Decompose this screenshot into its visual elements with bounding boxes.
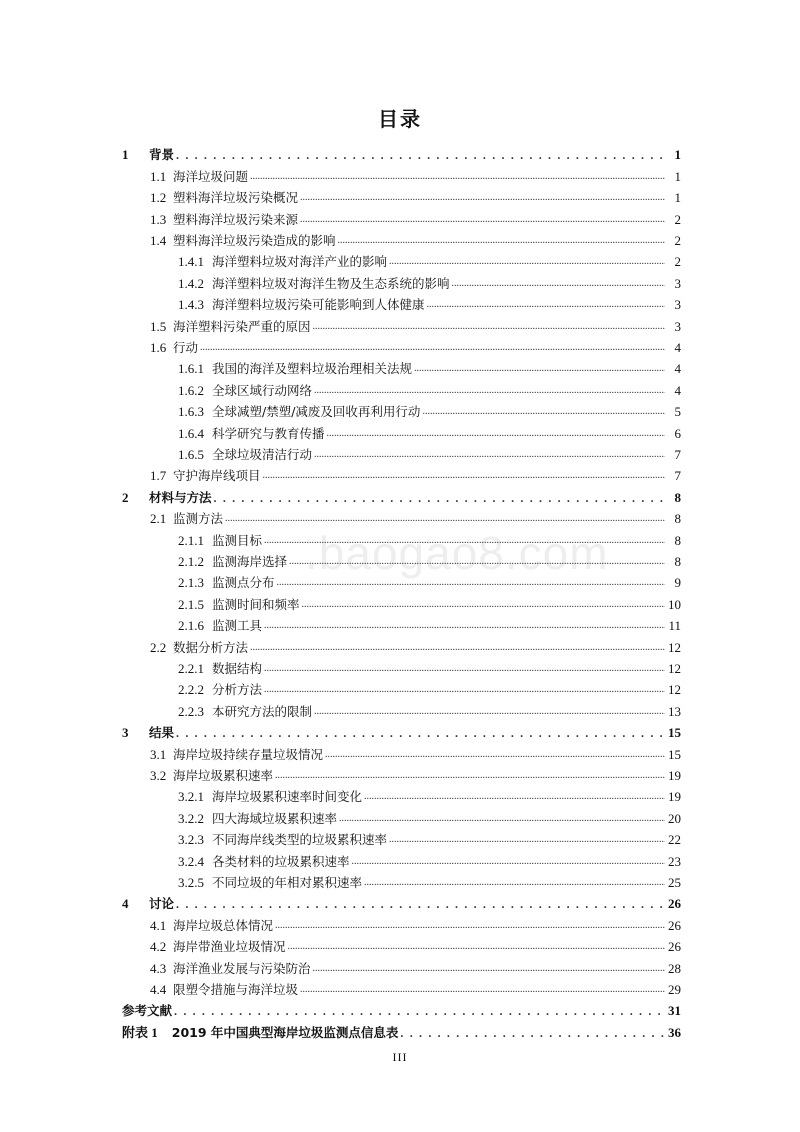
toc-entry-page: 8 — [674, 532, 681, 548]
page-number-footer: III — [392, 1050, 408, 1064]
toc-entry[interactable] — [178, 613, 681, 634]
toc-entry-number: 2.2.2 — [178, 682, 204, 698]
toc-entry[interactable] — [122, 484, 681, 505]
toc-entry-number: 1.3 — [150, 211, 167, 227]
toc-entry-number: 1.6.1 — [178, 361, 204, 377]
toc-entry-page: 19 — [668, 767, 681, 783]
toc-entry[interactable] — [178, 805, 681, 826]
toc-entry-label: 海洋塑料垃圾对海洋产业的影响 — [212, 254, 388, 270]
toc-entry-page: 2 — [674, 232, 681, 248]
toc-entry-page: 5 — [674, 404, 681, 420]
toc-entry[interactable] — [178, 827, 681, 848]
toc-entry[interactable] — [178, 784, 681, 805]
toc-entry-page: 26 — [668, 939, 681, 955]
toc-entry-page: 28 — [668, 960, 681, 976]
toc-leader-dots — [338, 233, 665, 249]
toc-leader-dots — [275, 918, 665, 934]
toc-entry-page: 36 — [668, 1024, 681, 1040]
toc-entry-number: 1.6.2 — [178, 382, 204, 398]
toc-leader-dots — [275, 768, 665, 784]
toc-entry[interactable] — [178, 399, 681, 420]
toc-entry-label: 海洋垃圾问题 — [173, 168, 249, 184]
toc-entry[interactable] — [150, 506, 681, 527]
toc-entry-label: 限塑令措施与海洋垃圾 — [173, 981, 299, 997]
toc-leader-dots — [263, 468, 665, 484]
toc-entry-number: 1.4.2 — [178, 275, 204, 291]
toc-entry-label: 分析方法 — [212, 682, 263, 698]
toc-entry-page: 26 — [668, 917, 681, 933]
toc-entry-number: 1.7 — [150, 468, 167, 484]
toc-entry-page: 1 — [674, 147, 681, 163]
toc-leader-dots — [389, 254, 665, 270]
toc-entry-number: 4.1 — [150, 917, 167, 933]
toc-entry[interactable] — [122, 998, 681, 1019]
toc-entry-page: 26 — [668, 896, 681, 912]
toc-entry-label: 海洋塑料垃圾污染可能影响到人体健康 — [212, 297, 425, 313]
toc-leader-dots — [264, 618, 665, 634]
toc-entry-label: 监测海岸选择 — [212, 553, 288, 569]
toc-entry-page: 2 — [674, 211, 681, 227]
toc-entry-number: 3 — [122, 725, 129, 741]
toc-entry-number: 4.3 — [150, 960, 167, 976]
toc-leader-dots — [414, 361, 665, 377]
toc-entry-number: 1.6.5 — [178, 446, 204, 462]
toc-entry-page: 23 — [668, 853, 681, 869]
toc-entry-label: 海岸垃圾累积速率时间变化 — [212, 789, 363, 805]
toc-entry[interactable] — [178, 356, 681, 377]
toc-entry[interactable] — [150, 763, 681, 784]
toc-entry-page: 12 — [668, 639, 681, 655]
toc-entry-label: 海洋渔业发展与污染防治 — [173, 960, 311, 976]
toc-entry-label: 塑料海洋垃圾污染概况 — [173, 190, 299, 206]
toc-entry-label: 背景 — [149, 147, 175, 163]
toc-leader-dots — [364, 875, 665, 891]
toc-entry-number: 1.1 — [150, 168, 167, 184]
toc-entry[interactable] — [178, 591, 681, 612]
toc-leader-dots — [452, 276, 665, 292]
toc-entry-page: 7 — [674, 446, 681, 462]
toc-entry-label: 海岸垃圾总体情况 — [173, 917, 274, 933]
toc-entry-number: 4.4 — [150, 981, 167, 997]
toc-leader-dots — [300, 212, 665, 228]
toc-entry-number: 1.5 — [150, 318, 167, 334]
toc-entry[interactable] — [150, 634, 681, 655]
toc-entry-page: 8 — [674, 489, 681, 505]
toc-leader-dots — [250, 640, 665, 656]
toc-entry-label: 各类材料的垃圾累积速率 — [212, 853, 350, 869]
toc-entry[interactable] — [122, 891, 681, 912]
toc-entry-label: 数据结构 — [212, 660, 263, 676]
toc-entry-label: 我国的海洋及塑料垃圾治理相关法规 — [212, 361, 413, 377]
toc-entry-label: 讨论 — [149, 896, 175, 912]
toc-entry-label: 行动 — [173, 339, 199, 355]
toc-entry[interactable] — [150, 206, 681, 227]
toc-leader-dots — [300, 190, 665, 206]
toc-entry-page: 8 — [674, 553, 681, 569]
toc-entry-page: 25 — [668, 874, 681, 890]
toc-leader-dots — [289, 554, 665, 570]
toc-entry-page: 15 — [668, 746, 681, 762]
watermark: .baogao8.com — [305, 527, 609, 579]
toc-entry-label: 监测目标 — [212, 532, 263, 548]
toc-leader-dots — [174, 1003, 665, 1019]
toc-leader-dots — [250, 169, 665, 185]
toc-entry-label: 2019 年中国典型海岸垃圾监测点信息表 — [171, 1024, 399, 1040]
toc-entry[interactable] — [178, 249, 681, 270]
toc-entry-number: 1.4.1 — [178, 254, 204, 270]
toc-leader-dots — [300, 982, 665, 998]
toc-leader-dots — [313, 961, 665, 977]
toc-entry-label: 海洋塑料垃圾对海洋生物及生态系统的影响 — [212, 275, 450, 291]
toc-leader-dots — [302, 597, 665, 613]
toc-entry-page: 3 — [674, 275, 681, 291]
toc-leader-dots — [352, 854, 665, 870]
toc-entry[interactable] — [150, 335, 681, 356]
toc-entry-label: 参考文献 — [122, 1003, 173, 1019]
toc-leader-dots — [214, 490, 665, 506]
toc-leader-dots — [277, 575, 665, 591]
toc-entry[interactable] — [150, 228, 681, 249]
toc-entry[interactable] — [178, 677, 681, 698]
toc-entry[interactable] — [150, 977, 681, 998]
toc-entry-page: 9 — [674, 575, 681, 591]
toc-entry-label: 数据分析方法 — [173, 639, 249, 655]
toc-leader-dots — [200, 340, 665, 356]
toc-entry-page: 1 — [674, 168, 681, 184]
toc-entry-number: 4 — [122, 896, 129, 912]
toc-entry-label: 海岸垃圾持续存量垃圾情况 — [173, 746, 324, 762]
toc-entry-number: 1 — [122, 147, 129, 163]
toc-leader-dots — [288, 939, 665, 955]
toc-entry-number: 4.2 — [150, 939, 167, 955]
toc-entry-page: 12 — [668, 682, 681, 698]
toc-entry-number: 2.1.3 — [178, 575, 204, 591]
toc-entry[interactable] — [150, 741, 681, 762]
toc-entry-page: 3 — [674, 318, 681, 334]
toc-entry[interactable] — [178, 698, 681, 719]
toc-leader-dots — [422, 404, 665, 420]
toc-entry[interactable] — [150, 163, 681, 184]
toc-entry-page: 4 — [674, 361, 681, 377]
toc-entry-label: 海岸垃圾累积速率 — [173, 767, 274, 783]
toc-entry[interactable] — [178, 527, 681, 548]
toc-leader-dots — [389, 832, 665, 848]
toc-entry[interactable] — [150, 185, 681, 206]
toc-entry-number: 1.2 — [150, 190, 167, 206]
toc-entry-label: 海洋塑料污染严重的原因 — [173, 318, 311, 334]
toc-entry[interactable] — [178, 870, 681, 891]
toc-entry-page: 4 — [674, 339, 681, 355]
toc-entry-label: 本研究方法的限制 — [212, 703, 313, 719]
toc-leader-dots — [176, 147, 665, 163]
toc-entry-label: 不同垃圾的年相对累积速率 — [212, 874, 363, 890]
toc-entry-number: 2.2 — [150, 639, 167, 655]
toc-leader-dots — [327, 426, 665, 442]
toc-entry[interactable] — [150, 955, 681, 976]
toc-entry-label: 监测方法 — [173, 511, 224, 527]
toc-entry[interactable] — [178, 420, 681, 441]
toc-entry[interactable] — [178, 377, 681, 398]
toc-entry[interactable] — [178, 270, 681, 291]
toc-entry-number: 1.4 — [150, 232, 167, 248]
toc-leader-dots — [313, 319, 665, 335]
toc-entry-page: 19 — [668, 789, 681, 805]
toc-leader-dots — [325, 747, 665, 763]
toc-entry-page: 4 — [674, 382, 681, 398]
toc-entry-label: 塑料海洋垃圾污染来源 — [173, 211, 299, 227]
toc-leader-dots — [427, 297, 665, 313]
toc-entry-number: 3.2 — [150, 767, 167, 783]
toc-entry-label: 监测时间和频率 — [212, 596, 300, 612]
toc-entry-label: 不同海岸线类型的垃圾累积速率 — [212, 832, 388, 848]
page-title: 目录 — [378, 107, 422, 131]
toc-entry[interactable] — [150, 313, 681, 334]
toc-entry-number: 2.2.1 — [178, 660, 204, 676]
toc-leader-dots — [264, 682, 665, 698]
toc-entry[interactable] — [122, 1019, 681, 1040]
toc-entry-number: 2.1 — [150, 511, 167, 527]
toc-entry-label: 监测工具 — [212, 618, 263, 634]
toc-entry-number: 3.2.1 — [178, 789, 204, 805]
toc-entry-number: 2.1.2 — [178, 553, 204, 569]
toc-entry-page: 2 — [674, 254, 681, 270]
toc-entry-label: 全球垃圾清洁行动 — [212, 446, 313, 462]
toc-entry-number: 1.6.4 — [178, 425, 204, 441]
toc-entry-label: 全球区域行动网络 — [212, 382, 313, 398]
toc-entry-label: 监测点分布 — [212, 575, 275, 591]
toc-entry-number: 1.6.3 — [178, 404, 204, 420]
toc-entry-page: 12 — [668, 660, 681, 676]
toc-entry-number: 2 — [122, 489, 129, 505]
toc-entry[interactable] — [150, 934, 681, 955]
toc-entry[interactable] — [178, 656, 681, 677]
toc-entry-page: 29 — [668, 981, 681, 997]
toc-leader-dots — [264, 533, 665, 549]
toc-entry-label: 守护海岸线项目 — [173, 468, 261, 484]
toc-entry-number: 2.1.5 — [178, 596, 204, 612]
toc-entry-number: 附表 1 — [122, 1024, 158, 1040]
toc-entry-page: 10 — [668, 596, 681, 612]
toc-leader-dots — [264, 661, 665, 677]
toc-entry[interactable] — [178, 570, 681, 591]
toc-entry-label: 结果 — [149, 725, 175, 741]
toc-entry-page: 1 — [674, 190, 681, 206]
toc-entry-number: 1.4.3 — [178, 297, 204, 313]
toc-leader-dots — [314, 447, 665, 463]
toc-leader-dots — [176, 725, 665, 741]
toc-entry-page: 11 — [668, 618, 681, 634]
toc-entry-number: 2.1.1 — [178, 532, 204, 548]
toc-leader-dots — [176, 896, 665, 912]
toc-entry-number: 3.2.4 — [178, 853, 204, 869]
toc-entry-label: 塑料海洋垃圾污染造成的影响 — [173, 232, 336, 248]
toc-entry[interactable] — [122, 142, 681, 163]
toc-entry-number: 3.2.3 — [178, 832, 204, 848]
toc-entry-number: 3.2.5 — [178, 874, 204, 890]
toc-leader-dots — [400, 1025, 665, 1041]
toc-entry-number: 2.1.6 — [178, 618, 204, 634]
toc-entry-page: 15 — [668, 725, 681, 741]
toc-entry[interactable] — [122, 720, 681, 741]
toc-entry-label: 材料与方法 — [149, 489, 212, 505]
toc-entry-label: 科学研究与教育传播 — [212, 425, 325, 441]
toc-entry-page: 7 — [674, 468, 681, 484]
toc-entry-page: 3 — [674, 297, 681, 313]
toc-entry-label: 全球减塑/禁塑/减废及回收再利用行动 — [212, 404, 421, 420]
toc-entry[interactable] — [178, 442, 681, 463]
toc-entry-number: 3.2.2 — [178, 810, 204, 826]
toc-entry-page: 22 — [668, 832, 681, 848]
toc-entry-number: 3.1 — [150, 746, 167, 762]
toc-entry-page: 6 — [674, 425, 681, 441]
toc-entry-label: 四大海域垃圾累积速率 — [212, 810, 338, 826]
toc-entry-page: 13 — [668, 703, 681, 719]
toc-entry-page: 31 — [668, 1003, 681, 1019]
toc-entry[interactable] — [178, 549, 681, 570]
toc-entry-number: 1.6 — [150, 339, 167, 355]
toc-entry[interactable] — [178, 292, 681, 313]
toc-entry-number: 2.2.3 — [178, 703, 204, 719]
toc-leader-dots — [314, 383, 665, 399]
toc-leader-dots — [364, 789, 665, 805]
toc-leader-dots — [339, 811, 665, 827]
toc-leader-dots — [225, 511, 665, 527]
toc-entry[interactable] — [178, 848, 681, 869]
toc-entry-page: 20 — [668, 810, 681, 826]
toc-entry[interactable] — [150, 463, 681, 484]
toc-entry-page: 8 — [674, 511, 681, 527]
toc-entry[interactable] — [150, 912, 681, 933]
toc-entry-label: 海岸带渔业垃圾情况 — [173, 939, 286, 955]
toc-leader-dots — [314, 704, 665, 720]
